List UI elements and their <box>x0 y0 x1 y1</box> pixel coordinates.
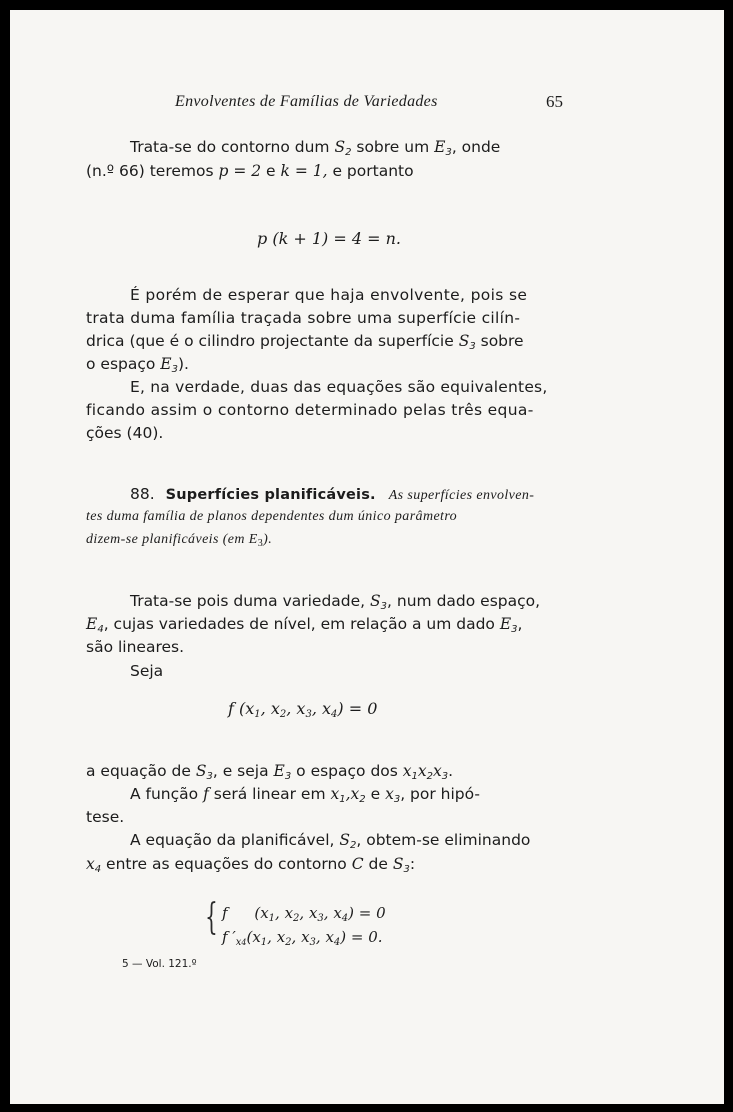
paragraph-5-line-3: tese. <box>86 808 125 826</box>
book-page <box>10 10 724 1104</box>
section-88-line-2: tes duma família de planos dependentes dum único parâmetro <box>86 509 458 524</box>
display-equation-2: f ($x_1$, $x_2$, $x_3$, $x_4) = 0$ <box>228 699 378 720</box>
display-equation-1: p (k + 1) = 4 = n. <box>257 229 401 248</box>
paragraph-3-line-3: ções (40). <box>86 424 164 442</box>
paragraph-2-line-2: trata duma família traçada sobre uma superfície cilín- <box>86 309 521 327</box>
section-title: Superfícies planificáveis. <box>165 487 376 503</box>
paragraph-4-line-1: Trata-se pois duma variedade, $S_3$, num dado espaço, <box>130 592 541 612</box>
paragraph-5-line-4: A equação da planificável, $S_2$, obtem-se eliminando <box>130 831 531 851</box>
page-number: 65 <box>546 92 563 111</box>
paragraph-4-line-3: são lineares. <box>86 638 185 656</box>
running-head-title: Envolventes de Famílias de Variedades <box>175 93 438 110</box>
paragraph-5-line-2: A função f será linear em $x_1,x_2$ e $x_3$, por hipó- <box>130 785 480 805</box>
paragraph-2-line-4: o espaço $E_3$). <box>86 355 189 375</box>
paragraph-4-line-2: $E_4$, cujas variedades de nível, em relação a um dado $E_3$, <box>86 615 523 635</box>
paragraph-2-line-3: drica (que é o cilindro projectante da superfície $S_3$ sobre <box>86 332 524 352</box>
section-88-line-1 <box>130 485 534 504</box>
section-number: 88. <box>130 485 155 503</box>
system-equation-2: f $'_{x4}(x_1$, $x_2$, $x_3$, $x_4) = 0$. <box>222 928 383 948</box>
paragraph-5-line-1: a equação de $S_3$, e seja $E_3$ o espaço dos $x_1x_2x_3$. <box>86 762 454 782</box>
paragraph-3-line-1: E, na verdade, duas das equações são equivalentes, <box>130 378 548 396</box>
footer-signature: 5 — Vol. 121.º <box>122 958 197 970</box>
paragraph-4-line-4: Seja <box>130 662 164 680</box>
paragraph-5-line-5: $x_4$ entre as equações do contorno C de $S_3$: <box>86 855 416 875</box>
section-88-line-3: dizem-se planificáveis (em $E_3$). <box>86 532 273 549</box>
paragraph-3-line-2: ficando assim o contorno determinado pelas três equa- <box>86 401 534 419</box>
system-equation-1: f ($x_1$, $x_2$, $x_3$, $x_4) = 0$ <box>222 904 386 924</box>
paragraph-1-line-1: Trata-se do contorno dum $S_2$ sobre um $E_3$, onde <box>130 138 501 158</box>
section-definition-start: As superfícies envolven- <box>388 488 535 503</box>
paragraph-2-line-1: É porém de esperar que haja envolvente, pois se <box>130 286 528 304</box>
paragraph-1-line-2: (n.º 66) teremos p = 2 e k = 1, e portanto <box>86 162 414 180</box>
system-brace: { <box>205 897 218 938</box>
